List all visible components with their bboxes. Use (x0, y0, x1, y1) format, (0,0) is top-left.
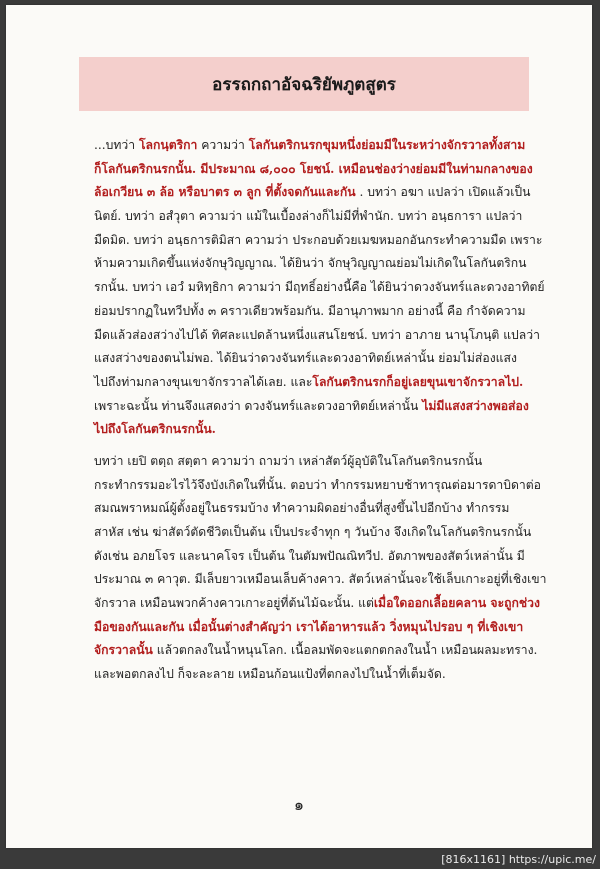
body-text: นิตย์. บทว่า อสํวุตา ความว่า แม้ในเบื้องล่างก็ไม่มีที่พำนัก. บทว่า อนฺธการา แปลว่า (94, 209, 523, 224)
highlighted-text: ไม่มีแสงสว่างพอส่อง (422, 398, 529, 413)
highlighted-text: โลกันตริกนรกขุมหนึ่งย่อมมีในระหว่างจักรวาลทั้งสาม (248, 138, 526, 152)
text-line (94, 418, 534, 442)
text-line (94, 521, 534, 545)
body-text: มืดมิด. บทว่า อนฺธการติมิสา ความว่า ประกอบด้วยเมฆหมอกอันกระทำความมืด เพราะ (94, 232, 543, 247)
highlighted-text: โลกันตริกนรกก็อยู่เลยขุนเขาจักรวาลไป. (312, 374, 524, 389)
body-text: ความว่า (197, 138, 249, 152)
text-line (94, 276, 545, 300)
body-text: จักรวาล เหมือนพวกค้างคาวเกาะอยู่ที่ต้นไม้ฉะนั้น. แต่ (94, 596, 374, 611)
text-line (94, 181, 534, 205)
document-title: อรรถกถาอัจฉริยัพภูตสูตร (212, 74, 396, 95)
document-body (94, 134, 547, 687)
highlighted-text: ล้อเกวียน ๓ ล้อ หรือบาตร ๓ ลูก ที่ตั้งจดกันและกัน (94, 185, 356, 200)
highlighted-text: จักรวาลนั้น (94, 643, 153, 658)
text-line (94, 229, 543, 253)
text-line (94, 395, 534, 419)
body-text: กระทำกรรมอะไรไว้จึงบังเกิดในที่นั้น. ตอบว่า ทำกรรมหยาบช้าทารุณต่อมารดาบิดาต่อ (94, 477, 541, 492)
highlighted-text: เมื่อใดออกเลื้อยคลาน จะถูกช่วง (373, 596, 540, 611)
text-line (94, 450, 534, 474)
title-banner (79, 57, 529, 111)
text-line (94, 158, 534, 182)
body-text: สมณพราหมณ์ผู้ตั้งอยู่ในธรรมบ้าง ทำความผิดอย่างอื่นที่สูงขึ้นไปอีกบ้าง ทำกรรม (94, 501, 510, 516)
text-line (94, 134, 534, 158)
paragraph-gap (94, 442, 534, 450)
body-text: เพราะฉะนั้น ท่านจึงแสดงว่า ดวงจันทร์และดวงอาทิตย์เหล่านั้น (94, 398, 423, 413)
text-line (94, 324, 540, 348)
text-line (94, 371, 534, 395)
body-text: มืดแล้วส่องสว่างไปได้ ทิศละแปดล้านหนึ่งแสนโยชน์. บทว่า อาภาย นานุโภนฺติ แปลว่า (94, 327, 540, 342)
watermark-text: [816x1161] https://upic.me/ (441, 853, 596, 866)
text-line (94, 545, 534, 569)
body-text: ห้ามความเกิดขึ้นแห่งจักษุวิญญาณ. ได้ยินว่า จักษุวิญญาณย่อมไม่เกิดในโลกันตริกน (94, 256, 527, 271)
body-text: สาหัส เช่น ฆ่าสัตว์ตัดชีวิตเป็นต้น เป็นประจำทุก ๆ วันบ้าง จึงเกิดในโลกันตริกนรกนั้น (94, 525, 532, 539)
text-line (94, 663, 534, 687)
text-line (94, 568, 547, 592)
text-line (94, 205, 534, 229)
body-text: และพอตกลงไป ก็จะละลาย เหมือนก้อนแป้งที่ตกลงไปในน้ำที่เต็มจัด. (94, 667, 446, 682)
body-text: แล้วตกลงในน้ำหนุนโลก. เนื้อลมพัดจะแตกตกลงในน้ำ เหมือนผลมะทราง. (152, 643, 538, 658)
body-text: ไปถึงท่ามกลางขุนเขาจักรวาลได้เลย. และ (94, 374, 313, 389)
body-text: ...บทว่า (94, 138, 139, 152)
body-text: ดังเช่น อภยโจร และนาคโจร เป็นต้น ในตัมพปัณณิทวีป. อัตภาพของสัตว์เหล่านั้น มี (94, 548, 525, 563)
text-line (94, 639, 538, 663)
document-page (6, 5, 592, 848)
text-line (94, 300, 534, 324)
highlighted-text: ก็โลกันตริกนรกนั้น. มีประมาณ ๘,๐๐๐ โยชน์. เหมือนช่องว่างย่อมมีในท่ามกลางของ (94, 161, 533, 176)
body-text: ประมาณ ๓ คาวุต. มีเล็บยาวเหมือนเล็บค้างคาว. สัตว์เหล่านั้นจะใช้เล็บเกาะอยู่ที่เชิงเขา (94, 572, 547, 587)
text-line (94, 252, 534, 276)
body-text: . บทว่า อฆา แปลว่า เปิดแล้วเป็น (355, 185, 531, 200)
body-text: แสงสว่างของตนไม่พอ. ได้ยินว่าดวงจันทร์และดวงอาทิตย์เหล่านั้น ย่อมไม่ส่องแสง (94, 351, 517, 366)
text-line (94, 497, 534, 521)
highlighted-text: โลกนฺตริกา (138, 138, 198, 152)
body-text: ย่อมปรากฏในทวีปทั้ง ๓ คราวเดียวพร้อมกัน. มีอานุภาพมาก อย่างนี้ คือ กำจัดความ (94, 303, 526, 318)
text-line (94, 474, 541, 498)
page-number: ๑ (293, 795, 305, 814)
text-line (94, 592, 540, 616)
body-text: รกนั้น. บทว่า เอวํ มหิทฺธิกา ความว่า มีฤทธิ์อย่างนี้คือ ได้ยินว่าดวงจันทร์และดวงอาทิตย์ (94, 280, 545, 295)
highlighted-text: ไปถึงโลกันตริกนรกนั้น. (94, 422, 216, 437)
body-text: บทว่า เยปิ ตตฺถ สตฺตา ความว่า ถามว่า เหล่าสัตว์ผู้อุบัติในโลกันตริกนรกนั้น (94, 453, 483, 468)
text-line (94, 347, 534, 371)
text-line (94, 616, 534, 640)
highlighted-text: มือของกันและกัน เมื่อนั้นต่างสำคัญว่า เราได้อาหารแล้ว วิ่งหมุนไปรอบ ๆ ที่เชิงเขา (94, 619, 524, 634)
